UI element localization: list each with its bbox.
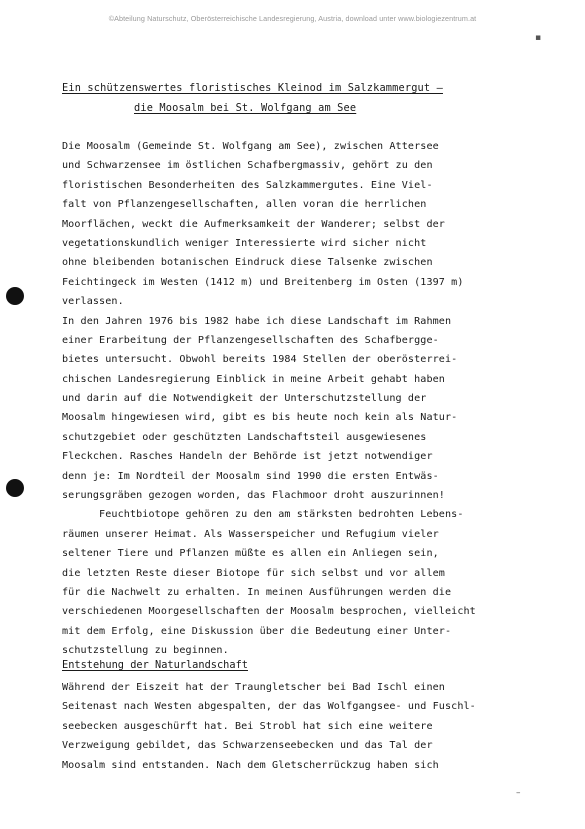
body-line: falt von Pflanzengesellschaften, allen voran die herrlichen — [62, 199, 427, 211]
body-line: ohne bleibenden botanischen Eindruck diese Talsenke zwischen — [62, 257, 433, 269]
section-line: seebecken ausgeschürft hat. Bei Strobl hat sich eine weitere — [62, 720, 433, 732]
body-line: für die Nachwelt zu erhalten. In meinen Ausführungen werden die — [62, 586, 452, 598]
section-line: Während der Eiszeit hat der Traungletscher bei Bad Ischl einen — [62, 682, 445, 693]
title-line-1: Ein schützenswertes floristisches Kleinod im Salzkammergut – — [62, 82, 443, 94]
body-paragraphs — [62, 137, 542, 661]
section-line: Seitenast nach Westen abgespalten, der das Wolfgangsee- und Fuschl- — [62, 701, 476, 713]
title-line-2: die Moosalm bei St. Wolfgang am See — [134, 102, 357, 114]
body-line: Feuchtbiotope gehören zu den am stärksten bedrohten Lebens- — [62, 509, 464, 521]
body-line: Moorflächen, weckt die Aufmerksamkeit der Wanderer; selbst der — [62, 218, 445, 230]
body-line: chischen Landesregierung Einblick in meine Arbeit gehabt haben — [62, 373, 445, 385]
body-line: Die Moosalm (Gemeinde St. Wolfgang am See), zwischen Attersee — [62, 141, 439, 152]
body-line: seltener Tiere und Pflanzen müßte es allen ein Anliegen sein, — [62, 548, 439, 560]
body-line: und Schwarzensee im östlichen Schafbergmassiv, gehört zu den — [62, 160, 433, 172]
body-line: serungsgräben gezogen worden, das Flachmoor droht auszurinnen! — [62, 490, 445, 502]
page-mark-top: ▪ — [535, 33, 542, 43]
body-line: verlassen. — [62, 296, 124, 308]
section-paragraph — [62, 678, 542, 775]
body-line: schutzgebiet oder geschützten Landschaftsteil ausgewiesenes — [62, 431, 427, 443]
section-line: Verzweigung gebildet, das Schwarzenseebecken und das Tal der — [62, 740, 433, 752]
body-line: schutzstellung zu beginnen. — [62, 645, 229, 657]
copyright-header: ©Abteilung Naturschutz, Oberösterreichische Landesregierung, Austria, download unter www.biologiezentrum.at — [108, 14, 477, 23]
body-line: In den Jahren 1976 bis 1982 habe ich diese Landschaft im Rahmen — [62, 315, 452, 327]
body-line: vegetationskundlich weniger Interessierte wird sicher nicht — [62, 237, 427, 249]
body-line: und darin auf die Notwendigkeit der Unterschutzstellung der — [62, 393, 427, 405]
section-heading: Entstehung der Naturlandschaft — [62, 659, 248, 671]
body-line: Feichtingeck im Westen (1412 m) und Breitenberg im Osten (1397 m) — [62, 276, 464, 288]
punch-hole — [6, 479, 24, 497]
body-line: die letzten Reste dieser Biotope für sich selbst und vor allem — [62, 567, 445, 579]
body-line: Fleckchen. Rasches Handeln der Behörde ist jetzt notwendiger — [62, 451, 433, 463]
body-line: denn je: Im Nordteil der Moosalm sind 1990 die ersten Entwäs- — [62, 470, 439, 482]
body-line: bietes untersucht. Obwohl bereits 1984 Stellen der oberösterrei- — [62, 354, 458, 366]
body-line: floristischen Besonderheiten des Salzkammergutes. Eine Viel- — [62, 179, 433, 191]
body-line: einer Erarbeitung der Pflanzengesellschaften des Schafbergge- — [62, 334, 439, 346]
body-line: mit dem Erfolg, eine Diskussion über die Bedeutung einer Unter- — [62, 625, 452, 637]
body-line: räumen unserer Heimat. Als Wasserspeicher und Refugium vieler — [62, 528, 439, 540]
page-mark-bottom: – — [516, 788, 521, 798]
punch-hole — [6, 287, 24, 305]
body-line: verschiedenen Moorgesellschaften der Moosalm besprochen, vielleicht — [62, 606, 476, 618]
section-line: Moosalm sind entstanden. Nach dem Gletscherrückzug haben sich — [62, 759, 439, 771]
body-line: Moosalm hingewiesen wird, gibt es bis heute noch kein als Natur- — [62, 412, 458, 424]
